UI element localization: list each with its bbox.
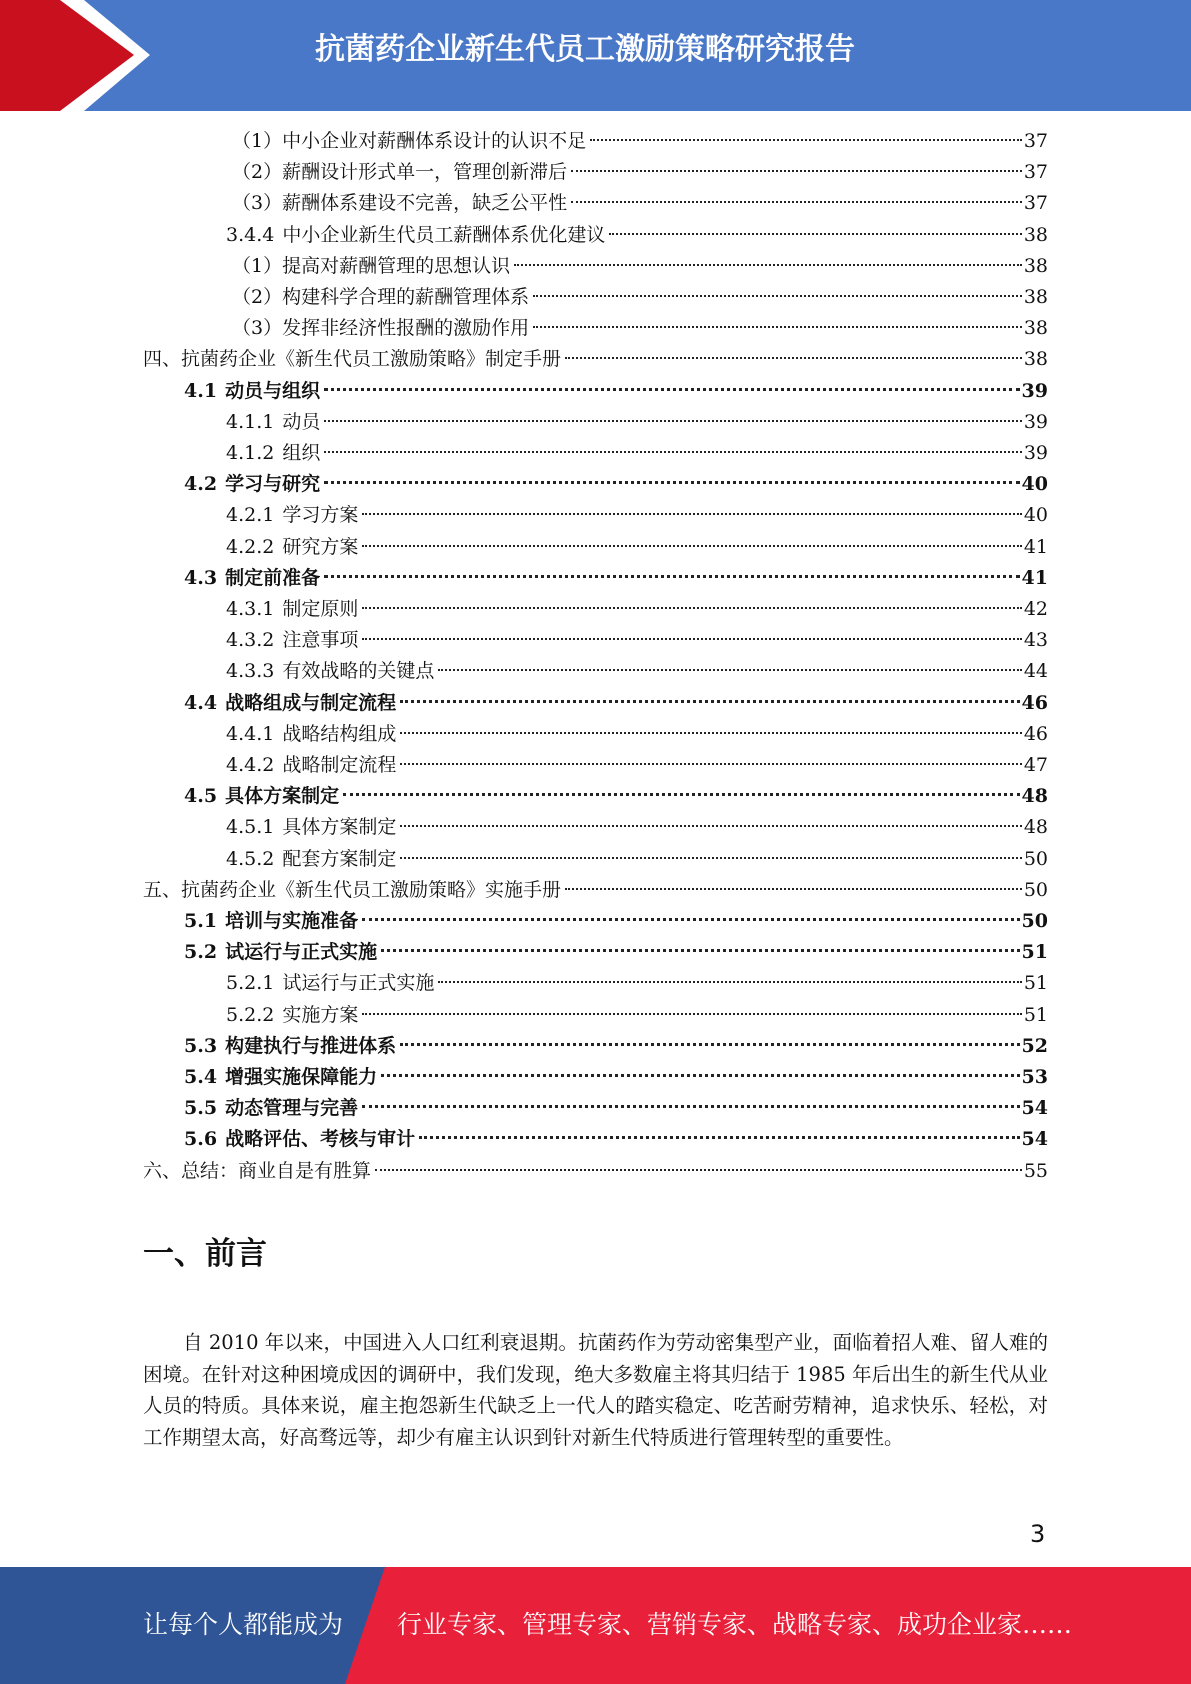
toc-entry[interactable] — [226, 750, 1048, 781]
toc-dot-leader — [324, 388, 1019, 391]
toc-entry-number: 4.5 — [184, 785, 218, 808]
toc-entry-number: 3.4.4 — [226, 223, 275, 246]
toc-entry-page: 40 — [1023, 504, 1048, 527]
toc-entry[interactable] — [143, 1156, 1048, 1187]
toc-entry-page: 52 — [1021, 1034, 1048, 1057]
toc-entry-title: 实施方案 — [282, 1003, 359, 1026]
toc-entry-number: 5.5 — [184, 1097, 218, 1120]
toc-entry[interactable] — [184, 1062, 1048, 1093]
toc-entry[interactable] — [184, 937, 1048, 968]
toc-dot-leader — [400, 825, 1021, 827]
toc-dot-leader — [533, 295, 1022, 297]
toc-entry-page: 54 — [1021, 1128, 1048, 1151]
toc-entry-page: 37 — [1023, 161, 1048, 184]
page-header — [0, 0, 1191, 111]
toc-dot-leader — [533, 326, 1022, 328]
section-heading: 一、前言 — [143, 1236, 267, 1272]
toc-entry[interactable] — [143, 344, 1048, 375]
toc-dot-leader — [400, 763, 1021, 765]
toc-entry[interactable] — [184, 1031, 1048, 1062]
toc-dot-leader — [324, 451, 1021, 453]
toc-entry-page: 54 — [1021, 1097, 1048, 1120]
toc-entry-page: 38 — [1023, 254, 1048, 277]
toc-dot-leader — [362, 638, 1021, 640]
toc-dot-leader — [362, 607, 1021, 609]
toc-entry-title: 配套方案制定 — [282, 847, 397, 870]
toc-entry[interactable] — [226, 968, 1048, 999]
toc-entry-number: 5.3 — [184, 1034, 218, 1057]
toc-entry-title: 有效战略的关键点 — [282, 660, 435, 683]
toc-entry-page: 47 — [1023, 754, 1048, 776]
toc-entry-title: 具体方案制定 — [282, 816, 397, 839]
toc-entry-number: 4.4 — [184, 691, 218, 714]
toc-entry-number: 5.4 — [184, 1066, 218, 1088]
toc-entry-page: 50 — [1021, 910, 1048, 932]
toc-entry-page: 39 — [1021, 379, 1048, 402]
toc-entry[interactable] — [184, 688, 1048, 719]
toc-dot-leader — [514, 264, 1022, 266]
toc-dot-leader — [438, 669, 1021, 671]
toc-entry-page: 41 — [1021, 566, 1048, 589]
toc-entry-title: 组织 — [282, 442, 321, 464]
toc-entry-page: 41 — [1023, 535, 1048, 558]
toc-entry-page: 46 — [1023, 722, 1048, 745]
toc-entry-page: 55 — [1023, 1159, 1048, 1182]
toc-entry-number: 4.3.3 — [226, 660, 275, 683]
footer-slogan-left: 让每个人都能成为 — [143, 1610, 344, 1639]
document-title: 抗菌药企业新生代员工激励策略研究报告 — [315, 32, 855, 67]
toc-entry[interactable] — [226, 407, 1048, 438]
toc-entry-title: （2）构建科学合理的薪酬管理体系 — [232, 286, 530, 308]
toc-entry-title: 四、抗菌药企业《新生代员工激励策略》制定手册 — [143, 348, 562, 371]
toc-entry[interactable] — [226, 1000, 1048, 1031]
toc-entry-number: 4.1 — [184, 379, 218, 402]
toc-dot-leader — [438, 981, 1021, 983]
toc-entry-title: 试运行与正式实施 — [282, 972, 435, 995]
toc-entry-page: 50 — [1023, 878, 1048, 901]
toc-entry[interactable] — [232, 251, 1048, 282]
toc-entry[interactable] — [226, 844, 1048, 875]
toc-entry-number: 4.2.2 — [226, 535, 275, 558]
toc-entry-title: 战略组成与制定流程 — [225, 691, 397, 714]
toc-entry-title: （1）提高对薪酬管理的思想认识 — [232, 254, 511, 277]
toc-entry[interactable] — [226, 812, 1048, 843]
toc-entry[interactable] — [232, 126, 1048, 157]
toc-entry-title: 试运行与正式实施 — [225, 941, 378, 964]
toc-entry-page: 48 — [1021, 785, 1048, 808]
toc-entry-page: 40 — [1021, 473, 1048, 496]
toc-entry[interactable] — [226, 656, 1048, 687]
toc-entry-number: 5.6 — [184, 1128, 218, 1151]
toc-entry-title: 六、总结：商业自是有胜算 — [143, 1159, 372, 1182]
toc-entry-number: 5.2.1 — [226, 972, 275, 995]
toc-entry-page: 43 — [1023, 629, 1048, 652]
toc-entry-number: 4.3 — [184, 566, 218, 589]
toc-dot-leader — [609, 233, 1021, 235]
toc-dot-leader — [324, 420, 1021, 422]
toc-entry-title: 五、抗菌药企业《新生代员工激励策略》实施手册 — [143, 878, 562, 901]
toc-dot-leader — [400, 857, 1021, 859]
toc-entry-title: 制定前准备 — [225, 566, 321, 589]
page-number: 3 — [1030, 1520, 1046, 1548]
toc-entry-page: 37 — [1023, 130, 1048, 152]
toc-dot-leader — [362, 545, 1021, 547]
toc-entry-page: 44 — [1023, 660, 1048, 683]
toc-entry-title: 动员 — [282, 410, 321, 433]
toc-entry-title: （2）薪酬设计形式单一，管理创新滞后 — [232, 161, 568, 184]
toc-entry-title: 中小企业新生代员工薪酬体系优化建议 — [282, 223, 606, 246]
toc-entry-title: 动态管理与完善 — [225, 1097, 359, 1120]
toc-entry-title: 战略评估、考核与审计 — [225, 1128, 416, 1151]
toc-entry-page: 37 — [1023, 192, 1048, 215]
toc-entry[interactable] — [184, 469, 1048, 500]
toc-dot-leader — [590, 139, 1022, 141]
toc-entry-page: 38 — [1023, 223, 1048, 246]
toc-entry[interactable] — [232, 313, 1048, 344]
toc-entry[interactable] — [143, 875, 1048, 906]
toc-entry-number: 4.4.1 — [226, 722, 275, 745]
toc-entry[interactable] — [226, 438, 1048, 469]
toc-entry[interactable] — [184, 1093, 1048, 1124]
toc-entry-page: 38 — [1023, 317, 1048, 340]
toc-entry-page: 42 — [1023, 598, 1048, 620]
toc-dot-leader — [343, 793, 1019, 796]
page-footer — [0, 1567, 1191, 1684]
toc-entry-number: 5.1 — [184, 910, 218, 932]
toc-entry[interactable] — [226, 500, 1048, 531]
toc-entry[interactable] — [184, 563, 1048, 594]
toc-entry-page: 38 — [1023, 348, 1048, 371]
toc-entry-title: 构建执行与推进体系 — [225, 1034, 397, 1057]
toc-entry-title: 制定原则 — [282, 598, 359, 620]
toc-entry-title: 学习方案 — [282, 504, 359, 527]
toc-entry-number: 4.2.1 — [226, 504, 275, 527]
toc-entry[interactable] — [226, 719, 1048, 750]
toc-dot-leader — [362, 918, 1019, 921]
toc-dot-leader — [400, 1043, 1019, 1046]
toc-dot-leader — [381, 1074, 1019, 1077]
toc-entry-title: 战略结构组成 — [282, 722, 397, 745]
toc-dot-leader — [571, 201, 1022, 203]
body-paragraph: 自 2010 年以来，中国进入人口红利衰退期。抗菌药作为劳动密集型产业，面临着招人难、留人难的困境。在针对这种困境成因的调研中，我们发现，绝大多数雇主将其归结于 1985 年后出生的新生代从业人员的特质。具体来说，雇主抱怨新生代缺乏上一代人的踏实稳定、吃苦耐劳精神，追求快乐、轻松，对工作期望太高，好高骛远等，却少有雇主认识到针对新生代特质进行管理转型的重要性。 — [143, 1331, 1048, 1449]
toc-entry-page: 51 — [1021, 941, 1048, 964]
toc-entry-title: 增强实施保障能力 — [225, 1066, 378, 1088]
toc-entry-page: 48 — [1023, 816, 1048, 839]
toc-entry-title: 具体方案制定 — [225, 785, 340, 808]
toc-dot-leader — [381, 949, 1019, 952]
toc-entry[interactable] — [184, 781, 1048, 812]
toc-dot-leader — [362, 1013, 1021, 1015]
toc-dot-leader — [419, 1136, 1019, 1139]
toc-dot-leader — [362, 513, 1021, 515]
toc-entry-page: 38 — [1023, 286, 1048, 308]
toc-entry-page: 51 — [1023, 972, 1048, 995]
toc-entry-number: 4.1.2 — [226, 442, 275, 464]
toc-entry-number: 4.4.2 — [226, 754, 275, 776]
toc-entry-page: 50 — [1023, 847, 1048, 870]
toc-dot-leader — [565, 888, 1022, 890]
toc-entry[interactable] — [232, 282, 1048, 313]
toc-dot-leader — [324, 481, 1019, 484]
toc-entry-page: 39 — [1023, 410, 1048, 433]
toc-entry-number: 5.2 — [184, 941, 218, 964]
toc-entry[interactable] — [184, 906, 1048, 937]
toc-entry-number: 4.5.1 — [226, 816, 275, 839]
toc-entry[interactable] — [184, 376, 1048, 407]
toc-entry-page: 53 — [1021, 1066, 1048, 1088]
toc-entry-title: 注意事项 — [282, 629, 359, 652]
toc-entry-page: 51 — [1023, 1003, 1048, 1026]
toc-entry-number: 4.3.1 — [226, 598, 275, 620]
toc-dot-leader — [400, 700, 1019, 703]
toc-dot-leader — [324, 575, 1019, 578]
toc-entry-title: 战略制定流程 — [282, 754, 397, 776]
footer-slogan-right: 行业专家、管理专家、营销专家、战略专家、成功企业家…… — [397, 1610, 1073, 1639]
toc-entry[interactable] — [232, 188, 1048, 219]
toc-entry-number: 5.2.2 — [226, 1003, 275, 1026]
toc-entry[interactable] — [226, 625, 1048, 656]
toc-entry-number: 4.5.2 — [226, 847, 275, 870]
toc-dot-leader — [362, 1105, 1019, 1108]
toc-entry-number: 4.1.1 — [226, 410, 275, 433]
toc-entry-title: （1）中小企业对薪酬体系设计的认识不足 — [232, 130, 587, 152]
toc-dot-leader — [375, 1169, 1022, 1171]
toc-dot-leader — [571, 170, 1022, 172]
toc-entry-title: （3）薪酬体系建设不完善，缺乏公平性 — [232, 192, 568, 215]
toc-entry-number: 4.3.2 — [226, 629, 275, 652]
toc-entry-number: 4.2 — [184, 473, 218, 496]
toc-entry-page: 39 — [1023, 442, 1048, 464]
toc-entry-title: 动员与组织 — [225, 379, 321, 402]
toc-entry-page: 46 — [1021, 691, 1048, 714]
toc-entry-title: 学习与研究 — [225, 473, 321, 496]
toc-entry[interactable] — [226, 594, 1048, 625]
toc-entry-title: 研究方案 — [282, 535, 359, 558]
toc-dot-leader — [565, 357, 1022, 359]
toc-entry-title: 培训与实施准备 — [225, 910, 359, 932]
toc-entry[interactable] — [226, 220, 1048, 251]
toc-entry-title: （3）发挥非经济性报酬的激励作用 — [232, 317, 530, 340]
toc-dot-leader — [400, 732, 1021, 734]
toc-entry[interactable] — [232, 157, 1048, 188]
toc-entry[interactable] — [184, 1124, 1048, 1155]
toc-entry[interactable] — [226, 532, 1048, 563]
